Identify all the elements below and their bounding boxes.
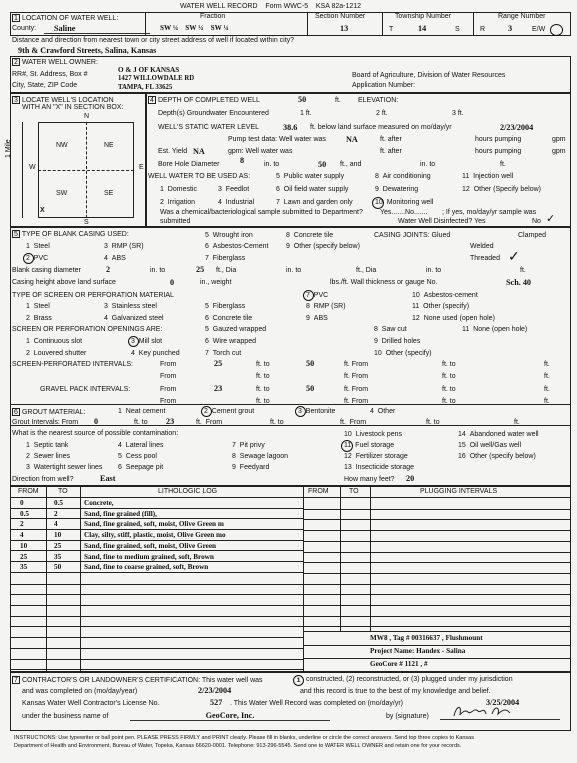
board-label: Board of Agriculture, Division of Water Resources — [352, 72, 506, 79]
source-1[interactable]: 1 Septic tank — [26, 442, 69, 449]
owner-city[interactable]: TAMPA, FL 33625 — [118, 84, 173, 91]
source-13[interactable]: 13 Insecticide storage — [344, 464, 415, 471]
table-row — [10, 519, 303, 530]
empty-log-row-line — [10, 637, 303, 638]
chem-yes-no[interactable]: Yes.......No....... — [380, 209, 428, 216]
table-row — [10, 552, 303, 563]
direction-value[interactable]: East — [100, 474, 116, 483]
bore-in-to-2: in. to — [420, 161, 436, 168]
casing-1[interactable]: 1 Steel — [26, 243, 50, 250]
screen-7-circle — [303, 290, 314, 301]
screen-intervals-label: SCREEN-PERFORATED INTERVALS: — [12, 361, 133, 368]
record-completed-date[interactable]: 3/25/2004 — [486, 698, 520, 707]
empty-log-row-line — [10, 605, 303, 606]
casing-3[interactable]: 3 RMP (SR) — [104, 243, 144, 250]
bore-and: ft., and — [340, 161, 362, 168]
groundwater-label: Depth(s) Groundwater Encountered — [158, 110, 269, 117]
gravel-intervals-label: GRAVEL PACK INTERVALS: — [40, 386, 131, 393]
table-row — [10, 541, 303, 552]
geocore-number: GeoCore # 1121 , # — [370, 660, 428, 668]
constructed-circle: 1 — [293, 675, 304, 686]
spi-to-row2b: ft. to — [442, 373, 456, 380]
bore-to-value[interactable]: 50 — [318, 160, 327, 169]
table-row — [10, 498, 303, 509]
plug-row-line — [303, 552, 571, 553]
section-number-label: Section Number — [315, 13, 366, 20]
pump-hours: hours pumping — [475, 136, 522, 143]
plug-header-from: FROM — [308, 488, 329, 495]
spi-from: From — [160, 361, 177, 368]
address-label: RR#, St. Address, Box # — [12, 71, 88, 78]
screen-6[interactable]: 6 Concrete tile — [205, 315, 253, 322]
log-to-cell[interactable]: 4 — [54, 520, 58, 529]
license-number[interactable]: 527 — [210, 698, 223, 707]
log-description-cell[interactable]: Concrete, — [84, 499, 114, 507]
source-3[interactable]: 3 Watertight sewer lines — [26, 464, 103, 471]
casing-to-value[interactable]: 25 — [196, 265, 205, 274]
gpi-ft: ft. — [544, 386, 550, 393]
application-number-label: Application Number: — [352, 82, 416, 89]
source-12[interactable]: 12 Fertilizer storage — [344, 453, 408, 460]
casing-in-to-3: in. to — [426, 267, 442, 274]
groundwater-1: 1 ft. — [300, 110, 312, 117]
quadrant-se: SE — [104, 190, 114, 197]
screen-1[interactable]: 1 Steel — [26, 303, 50, 310]
grout-to-value[interactable]: 23 — [166, 417, 175, 426]
screen-5[interactable]: 5 Fiberglass — [205, 303, 246, 310]
pump-after: ft. after — [380, 136, 402, 143]
grout-2[interactable]: 2 Cement grout — [204, 408, 255, 415]
casing-in-to: in. to — [150, 267, 166, 274]
business-name-label: under the business name of — [22, 713, 109, 720]
use-9[interactable]: 9 Dewatering — [375, 186, 419, 193]
compass-w: W — [29, 164, 36, 171]
screen-8[interactable]: 8 RMP (SR) — [306, 303, 346, 310]
disinfected-check-icon: ✓ — [546, 213, 556, 225]
grout-ft-from: ft. From — [196, 419, 223, 426]
spi-from-row2: From — [160, 373, 177, 380]
county-label: County: — [12, 25, 37, 32]
static-level-tail: ft. below land surface measured on mo/day/yr — [310, 124, 452, 131]
grout-3-circle — [295, 406, 306, 417]
source-16[interactable]: 16 Other (specify below) — [458, 453, 536, 460]
empty-log-row-line — [10, 669, 303, 670]
spi-ft-from: ft. From — [344, 361, 369, 368]
bore-value[interactable]: 8 — [240, 156, 245, 165]
casing-clamped[interactable]: Clamped — [518, 232, 547, 239]
range-r: R — [480, 26, 486, 33]
city-label: City, State, ZIP Code — [12, 82, 78, 89]
compass-n: N — [84, 113, 90, 120]
compass-s: S — [84, 219, 89, 226]
threaded-check-icon: ✓ — [508, 248, 520, 264]
log-description-cell[interactable]: Sand, fine to coarse grained, soft, Brown — [84, 563, 209, 572]
log-to-cell[interactable]: 50 — [54, 563, 62, 572]
fraction-value[interactable]: SW ¼ SW ¼ SW ¼ — [160, 24, 229, 32]
casing-diameter-value[interactable]: 2 — [106, 265, 111, 274]
use-12[interactable]: 12 Other (Specify below) — [462, 186, 541, 193]
source-11-circle — [341, 440, 353, 452]
est-well-water: gpm: Well water was — [228, 148, 293, 155]
grout-ft: ft. — [514, 419, 520, 426]
opening-3[interactable]: 3 Mill slot — [131, 338, 163, 345]
section-number-value[interactable]: 13 — [340, 24, 349, 33]
spi-from-value[interactable]: 25 — [214, 359, 223, 368]
bore-ft: ft. — [500, 161, 506, 168]
grout-2-circle — [201, 406, 212, 417]
mile-label: 1 Mile — [5, 139, 12, 158]
est-gpm: gpm — [552, 148, 566, 155]
use-7[interactable]: 7 Lawn and garden only — [276, 199, 353, 206]
log-from-cell[interactable]: 0.5 — [20, 509, 29, 518]
plug-row-line — [303, 584, 571, 585]
township-t: T — [389, 26, 394, 33]
use-10-circle — [372, 197, 384, 209]
spi-to-value[interactable]: 50 — [306, 359, 315, 368]
source-5[interactable]: 5 Cess pool — [118, 453, 157, 460]
source-15[interactable]: 15 Oil well/Gas well — [458, 442, 522, 449]
certification-options: constructed, (2) reconstructed, or (3) plugged under my jurisdiction — [306, 676, 513, 683]
quadrant-sw: SW — [56, 190, 68, 197]
casing-in-to-2: in. to — [286, 267, 302, 274]
section-3-subtitle: WITH AN "X" IN SECTION BOX: — [22, 104, 124, 111]
source-9[interactable]: 9 Feedyard — [232, 464, 270, 471]
county-value[interactable]: Saline — [44, 24, 150, 34]
casing-title: 5 TYPE OF BLANK CASING USED: — [12, 230, 129, 238]
log-from-cell[interactable]: 35 — [20, 563, 28, 572]
fraction-label: Fraction — [200, 13, 226, 20]
wall-thickness-label: lbs./ft. Wall thickness or gauge No. — [330, 279, 438, 286]
log-from-cell[interactable]: 10 — [20, 541, 28, 550]
table-row — [10, 509, 303, 520]
casing-ft-dia-2: ft., Dia — [356, 267, 377, 274]
pump-test-value[interactable]: NA — [346, 135, 358, 144]
screen-7[interactable]: 7 PVC — [306, 292, 329, 299]
log-from-cell[interactable]: 4 — [20, 531, 24, 540]
instructions-line-2: Department of Health and Environment, Bureau of Water, Topeka, Kansas 66620-0001. Telephone: 913-296-5545. Send one to WATER WELL OWNER and retain one for your records. — [14, 743, 462, 749]
casing-2-circle — [23, 253, 34, 264]
empty-log-row-line — [10, 648, 303, 649]
depth-label: 4 DEPTH OF COMPLETED WELL — [148, 96, 260, 104]
casing-4[interactable]: 4 ABS — [104, 255, 126, 262]
instructions-line-1: INSTRUCTIONS: Use typewriter or ball point pen. PLEASE PRESS FIRMLY and PRINT clearly. Please fill in blanks, underline or circle the correct answers. Send top three copies to Kansas — [14, 735, 474, 741]
source-11[interactable]: 11 Fuel storage — [344, 442, 395, 449]
casing-weight-label: in., weight — [200, 279, 232, 286]
plug-row-line — [303, 509, 571, 510]
opening-11[interactable]: 11 None (open hole) — [462, 326, 528, 333]
log-description-cell[interactable]: Sand, fine grained, soft, moist, Olive Green — [84, 541, 217, 550]
certification-label: 7 CONTRACTOR'S OR LANDOWNER'S CERTIFICATION: This water well was — [12, 676, 263, 684]
chem-sample-label: Was a chemical/bacteriological sample submitted to Department? — [160, 209, 363, 216]
use-6[interactable]: 6 Oil field water supply — [276, 186, 349, 193]
pump-gpm: gpm — [552, 136, 566, 143]
opening-4[interactable]: 4 Key punched — [131, 350, 180, 357]
depth-ft: ft. — [335, 97, 341, 104]
source-10[interactable]: 10 Livestock pens — [344, 431, 402, 438]
log-from-cell[interactable]: 0 — [20, 499, 24, 507]
use-10[interactable]: 10 Monitoring well — [375, 199, 434, 206]
source-7[interactable]: 7 Pit privy — [232, 442, 265, 449]
range-w-circle — [550, 24, 563, 36]
log-to-cell[interactable]: 0.5 — [54, 499, 63, 507]
screen-10[interactable]: 10 Asbestos-cement — [412, 292, 478, 299]
distance-label: Distance and direction from nearest town or city street address of well if located within city? — [12, 37, 295, 44]
plug-header-intervals: PLUGGING INTERVALS — [420, 488, 498, 495]
est-hours: hours pumping — [475, 148, 522, 155]
source-6[interactable]: 6 Seepage pit — [118, 464, 164, 471]
empty-log-row-line — [10, 584, 303, 585]
log-description-cell[interactable]: Sand, fine grained, soft, moist, Olive Green m — [84, 520, 224, 529]
log-to-cell[interactable]: 25 — [54, 541, 62, 550]
gpi-to: ft. to — [256, 386, 270, 393]
spi-ft-from-row2: ft. From — [344, 373, 369, 380]
range-ew: E/W — [532, 26, 546, 33]
table-row — [10, 530, 303, 541]
elevation-label: ELEVATION: — [358, 97, 399, 104]
quadrant-ne: NE — [104, 142, 114, 149]
empty-log-row-line — [10, 626, 303, 627]
log-description-cell[interactable]: Sand, fine to medium grained, soft, Brown — [84, 552, 214, 561]
casing-welded[interactable]: Welded — [470, 243, 494, 250]
depth-value[interactable]: 50 — [298, 95, 307, 104]
screen-12[interactable]: 12 None used (open hole) — [412, 315, 495, 322]
signature-field[interactable] — [440, 702, 560, 720]
owner-street[interactable]: 1427 WILLOWDALE RD — [118, 75, 195, 82]
use-11[interactable]: 11 Injection well — [462, 173, 514, 180]
gpi-to-value[interactable]: 50 — [306, 384, 315, 393]
bore-in-to: in. to — [264, 161, 280, 168]
use-4[interactable]: 4 Industrial — [218, 199, 255, 206]
plug-row-line — [303, 562, 571, 563]
signature-label: by (signature) — [386, 713, 429, 720]
wall-thickness-value[interactable]: Sch. 40 — [506, 278, 532, 287]
gpi-from-value[interactable]: 23 — [214, 384, 223, 393]
use-2[interactable]: 2 Irrigation — [160, 199, 196, 206]
grout-title: 6 GROUT MATERIAL: — [12, 408, 85, 416]
source-4[interactable]: 4 Lateral lines — [118, 442, 164, 449]
casing-height-value[interactable]: 0 — [170, 278, 175, 287]
completed-label: and was completed on (mo/day/year) — [22, 688, 138, 695]
grout-3[interactable]: 3 Bentonite — [298, 408, 336, 415]
feet-label: How many feet? — [344, 476, 395, 483]
opening-9[interactable]: 9 Drilled holes — [374, 338, 421, 345]
project-name: Project Name: Handex - Salina — [370, 647, 466, 655]
completed-date[interactable]: 2/23/2004 — [198, 686, 232, 695]
screen-2[interactable]: 2 Brass — [26, 315, 52, 322]
license-label: Kansas Water Well Contractor's License No. — [22, 700, 160, 707]
opening-3-circle — [128, 336, 139, 347]
opening-10[interactable]: 10 Other (specify) — [374, 350, 432, 357]
openings-label: SCREEN OR PERFORATION OPENINGS ARE: — [12, 326, 163, 333]
source-8[interactable]: 8 Sewage lagoon — [232, 453, 289, 460]
gpi-from: From — [160, 386, 177, 393]
disinfected-no[interactable]: No — [532, 218, 541, 225]
casing-5[interactable]: 5 Wrought iron — [205, 232, 253, 239]
section-3-title: 3 LOCATE WELL'S LOCATION — [12, 96, 114, 104]
quadrant-nw: NW — [56, 142, 68, 149]
township-value[interactable]: 14 — [418, 24, 427, 33]
log-description-cell[interactable]: Sand, fine grained (fill), — [84, 509, 157, 518]
use-5[interactable]: 5 Public water supply — [276, 173, 345, 180]
owner-name[interactable]: O & J OF KANSAS — [118, 66, 180, 74]
gpi-to-2: ft. to — [442, 386, 456, 393]
log-to-cell[interactable]: 35 — [54, 552, 62, 561]
use-8[interactable]: 8 Air conditioning — [375, 173, 431, 180]
gpi-to-row2: ft. to — [256, 398, 270, 405]
gpi-ft-from: ft. From — [344, 386, 369, 393]
casing-9[interactable]: 9 Other (specify below) — [286, 243, 360, 250]
grout-4[interactable]: 4 Other — [370, 408, 396, 415]
casing-diameter-label: Blank casing diameter — [12, 267, 81, 274]
log-header-from: FROM — [18, 488, 39, 495]
spi-to-row2: ft. to — [256, 373, 270, 380]
casing-6[interactable]: 6 Asbestos-Cement — [205, 243, 269, 250]
mw-tag: MW8 , Tag # 00316637 , Flushmount — [370, 634, 483, 642]
source-14[interactable]: 14 Abandoned water well — [458, 431, 539, 438]
signature-graphic — [440, 702, 560, 719]
casing-threaded[interactable]: Threaded — [470, 255, 500, 262]
submitted-label: submitted — [160, 218, 191, 225]
casing-height-label: Casing height above land surface — [12, 279, 116, 286]
spi-ft: ft. — [544, 361, 550, 368]
casing-2[interactable]: 2 PVC — [26, 255, 49, 262]
plug-row-line — [303, 616, 571, 617]
grout-1[interactable]: 1 Neat cement — [118, 408, 166, 415]
contamination-label: What is the nearest source of possible contamination: — [12, 430, 179, 437]
gpi-to-row2b: ft. to — [442, 398, 456, 405]
use-label: WELL WATER TO BE USED AS: — [148, 173, 251, 180]
gpi-from-row2: From — [160, 398, 177, 405]
gpi-ft-row2: ft. — [544, 398, 550, 405]
use-3[interactable]: 3 Feedlot — [218, 186, 250, 193]
business-name[interactable]: GeoCore, Inc. — [130, 711, 330, 721]
casing-joints-label: CASING JOINTS: Glued — [374, 232, 451, 239]
casing-8[interactable]: 8 Concrete tile — [286, 232, 334, 239]
log-to-cell[interactable]: 10 — [54, 531, 62, 540]
spi-to: ft. to — [256, 361, 270, 368]
use-1[interactable]: 1 Domestic — [160, 186, 197, 193]
table-row — [10, 562, 303, 573]
source-2[interactable]: 2 Sewer lines — [26, 453, 70, 460]
static-level-value[interactable]: 38.6 — [283, 123, 298, 132]
range-label: Range Number — [498, 13, 546, 20]
township-s: S — [455, 26, 460, 33]
pump-test-label: Pump test data: Well water was — [228, 136, 326, 143]
casing-ft-dia: ft., Dia — [216, 267, 237, 274]
groundwater-3: 3 ft. — [452, 110, 464, 117]
plug-row-line — [303, 541, 571, 542]
spi-to-2: ft. to — [442, 361, 456, 368]
direction-label: Direction from well? — [12, 476, 74, 483]
plug-row-line — [303, 626, 571, 627]
empty-log-row-line — [10, 594, 303, 595]
grout-ft-from-2: ft. From — [340, 419, 367, 426]
screen-11[interactable]: 11 Other (specify) — [412, 303, 470, 310]
true-statement: and this record is true to the best of my knowledge and belief. — [300, 688, 491, 695]
grout-to-2: ft. to — [270, 419, 284, 426]
distance-value[interactable]: 9th & Crawford Streets, Salina, Kansas — [18, 46, 157, 55]
log-to-cell[interactable]: 2 — [54, 509, 58, 518]
grout-to-3: ft. to — [426, 419, 440, 426]
empty-log-row-line — [10, 659, 303, 660]
log-from-cell[interactable]: 2 — [20, 520, 24, 529]
section-1-title: 1 LOCATION OF WATER WELL: — [12, 14, 118, 22]
compass-e: E — [139, 164, 144, 171]
empty-log-row-line — [10, 616, 303, 617]
est-yield-value[interactable]: NA — [193, 147, 205, 156]
range-value[interactable]: 3 — [508, 24, 513, 33]
opening-6[interactable]: 6 Wire wrapped — [205, 338, 256, 345]
log-from-cell[interactable]: 25 — [20, 552, 28, 561]
log-header-to: TO — [58, 488, 68, 495]
grout-from-value[interactable]: 0 — [94, 417, 99, 426]
log-description-cell[interactable]: Clay, silty, stiff, plastic, moist, Olive Green mo — [84, 531, 226, 540]
disinfected-label[interactable]: Water Well Disinfected? Yes — [398, 218, 486, 225]
opening-2[interactable]: 2 Louvered shutter — [26, 350, 87, 357]
screen-9[interactable]: 9 ABS — [306, 315, 328, 322]
gpi-ft-from-row2: ft. From — [344, 398, 369, 405]
plug-row-line — [303, 594, 571, 595]
screen-3[interactable]: 3 Stainless steel — [104, 303, 157, 310]
opening-1[interactable]: 1 Continuous slot — [26, 338, 83, 345]
plug-row-line — [303, 530, 571, 531]
static-level-date[interactable]: 2/23/2004 — [500, 123, 534, 132]
log-header-lithologic: LITHOLOGIC LOG — [158, 488, 218, 495]
chem-tail: ; If yes, mo/day/yr sample was — [442, 209, 537, 216]
spi-ft-row2: ft. — [544, 373, 550, 380]
casing-7[interactable]: 7 Fiberglass — [205, 255, 246, 262]
opening-8[interactable]: 8 Saw cut — [374, 326, 407, 333]
est-yield-label: Est. Yield — [158, 148, 188, 155]
opening-7[interactable]: 7 Torch cut — [205, 350, 242, 357]
bore-label: Bore Hole Diameter — [158, 161, 220, 168]
opening-5[interactable]: 5 Gauzed wrapped — [205, 326, 267, 333]
screen-4[interactable]: 4 Galvanized steel — [104, 315, 164, 322]
plug-row-line — [303, 573, 571, 574]
form-title: WATER WELL RECORD Form WWC-5 KSA 82a-1212 — [180, 3, 362, 10]
plug-header-to: TO — [349, 488, 359, 495]
casing-ft: ft. — [520, 267, 526, 274]
grout-intervals-label: Grout Intervals: From — [12, 419, 79, 426]
section-2-title: 2 WATER WELL OWNER: — [12, 58, 98, 66]
township-label: Township Number — [395, 13, 452, 20]
plug-row-line — [303, 519, 571, 520]
grout-to: ft. to — [134, 419, 148, 426]
static-level-label: WELL'S STATIC WATER LEVEL — [158, 124, 260, 131]
plug-row-line — [303, 605, 571, 606]
feet-value[interactable]: 20 — [406, 474, 415, 483]
groundwater-2: 2 ft. — [376, 110, 388, 117]
est-after: ft. after — [380, 148, 402, 155]
screen-material-label: TYPE OF SCREEN OR PERFORATION MATERIAL — [12, 292, 174, 299]
well-location-x: X — [40, 207, 45, 214]
record-completed-label: . This Water Well Record was completed on (mo/day/yr) — [230, 700, 403, 707]
